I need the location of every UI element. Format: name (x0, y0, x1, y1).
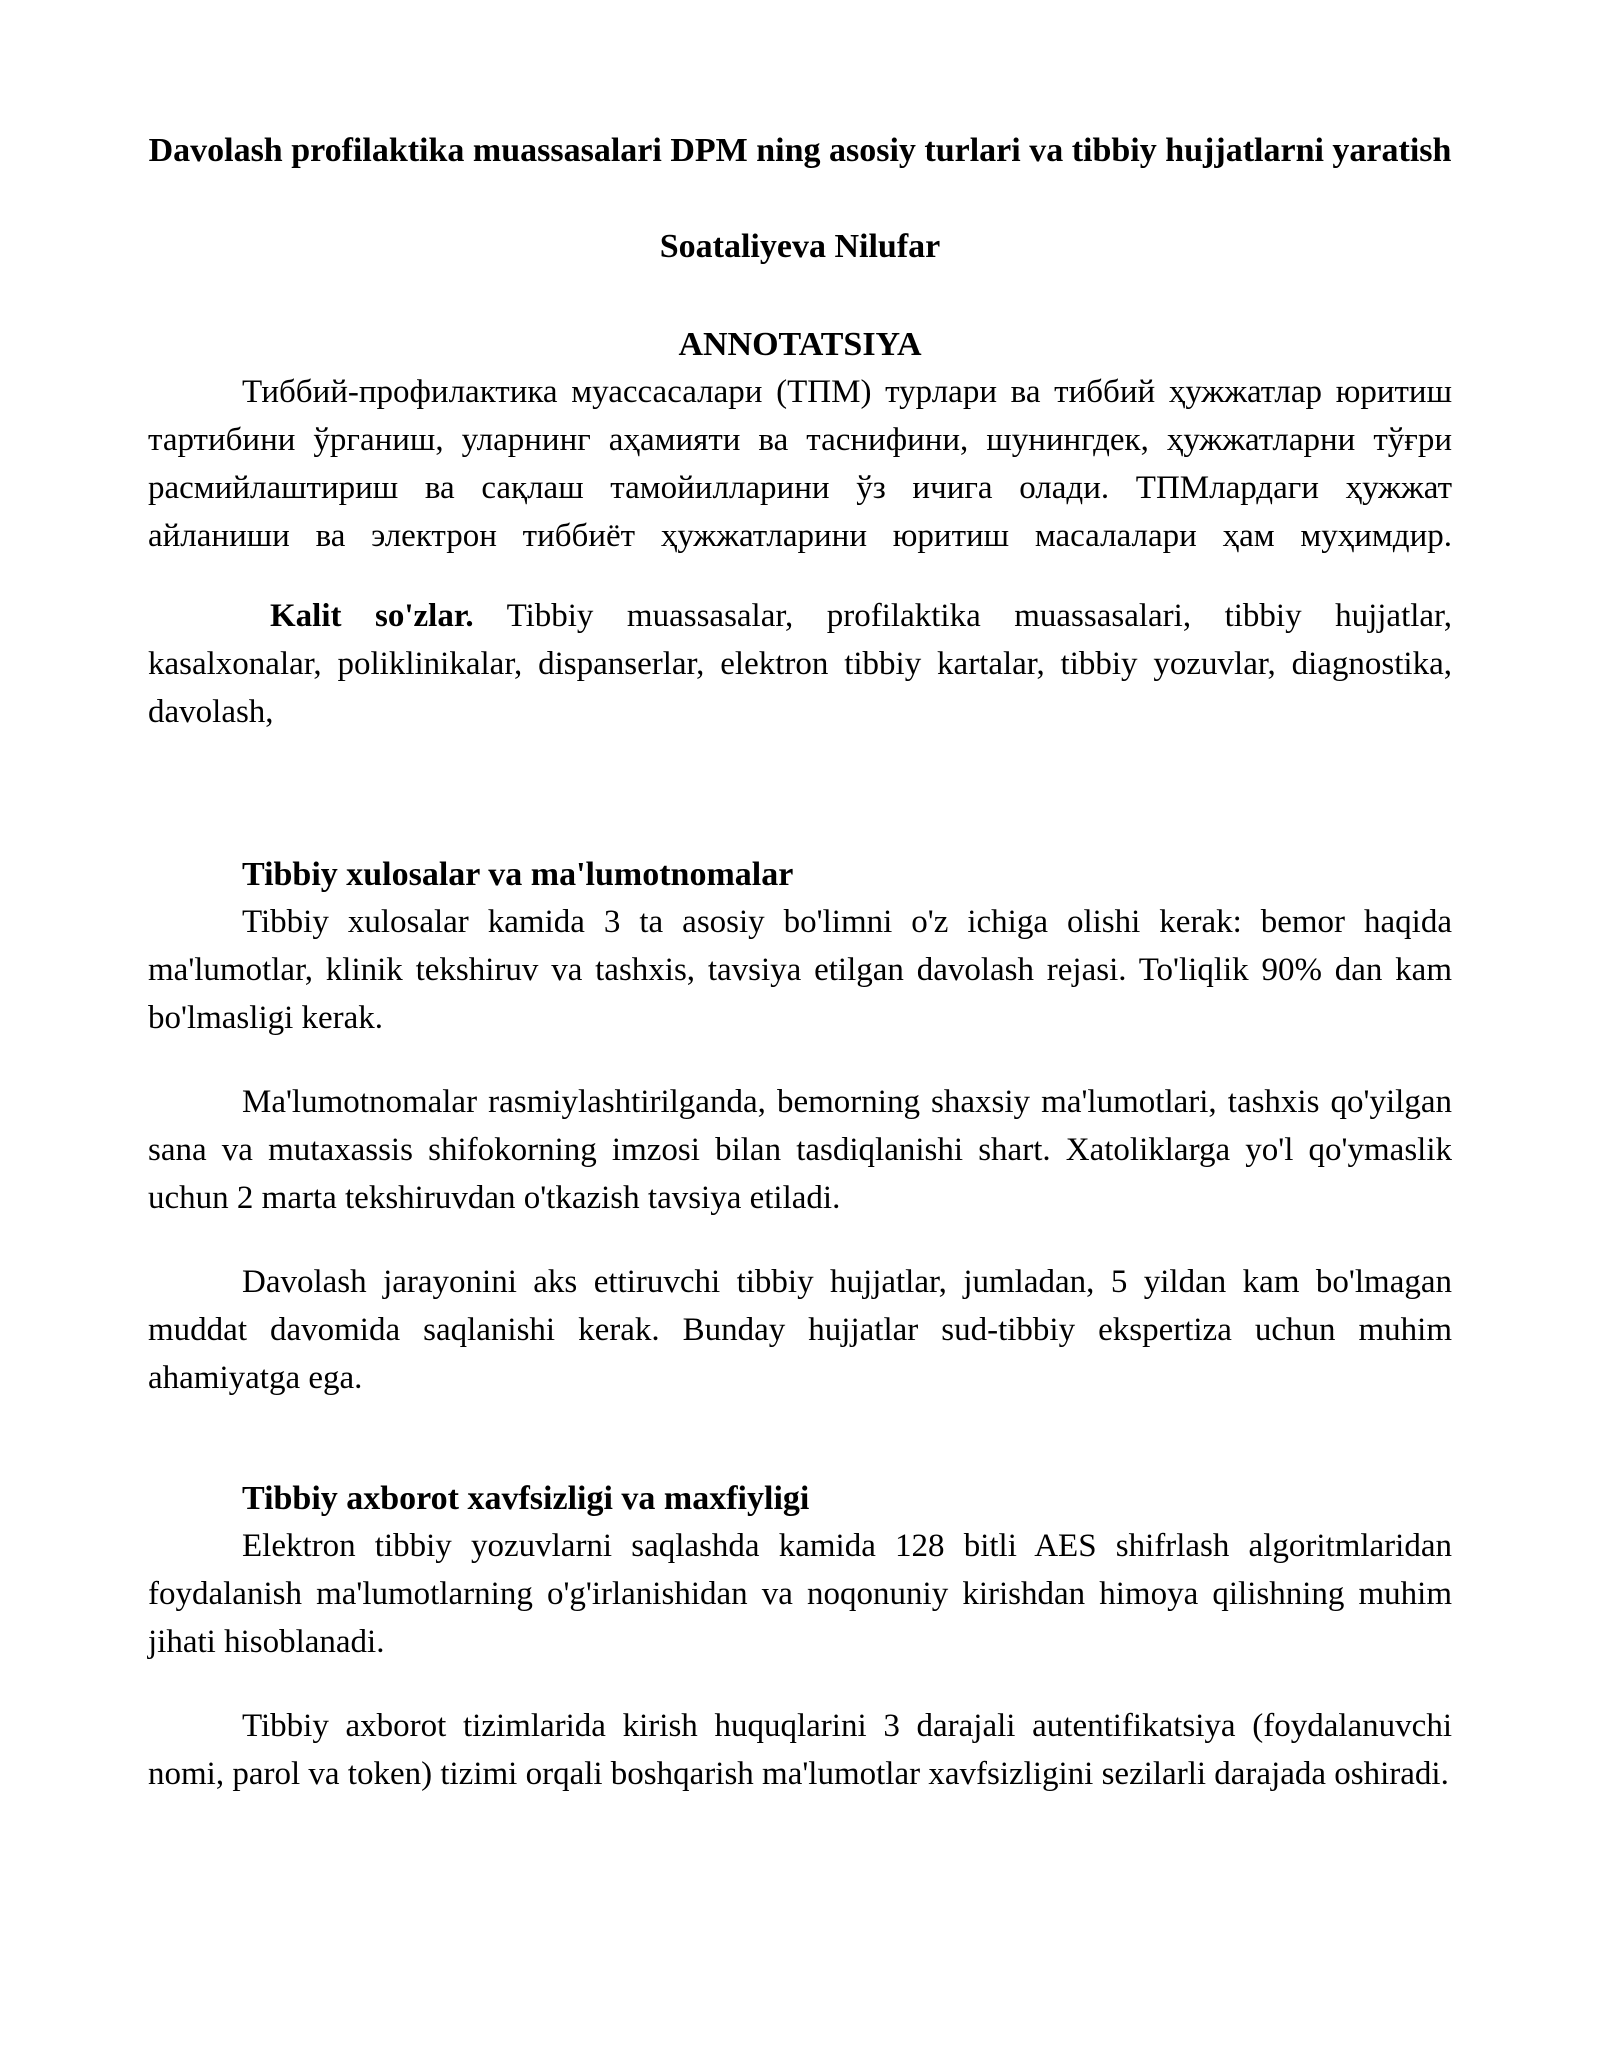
section-heading-medical-reports: Tibbiy xulosalar va ma'lumotnomalar (242, 856, 794, 893)
document-title: Davolash profilaktika muassasalari DPM ning asosiy turlari va tibbiy hujjatlarni yaratish (148, 132, 1452, 169)
document-page (148, 128, 1452, 1798)
author-name: Soataliyeva Nilufar (659, 228, 941, 265)
section-1-paragraph-2: Ma'lumotnomalar rasmiylashtirilganda, bemorning shaxsiy ma'lumotlari, tashxis qo'yilgan sana va mutaxassis shifokorning imzosi bilan tasdiqlanishi shart. Xatoliklarga yo'l qo'ymaslik uchun 2 marta tekshiruvdan o'tkazish tavsiya etiladi. (148, 1084, 1452, 1216)
section-1-paragraph-3: Davolash jarayonini aks ettiruvchi tibbiy hujjatlar, jumladan, 5 yildan kam bo'lmagan muddat davomida saqlanishi kerak. Bunday hujjatlar sud-tibbiy ekspertiza uchun muhim ahamiyatga ega. (148, 1264, 1452, 1396)
annotation-heading: ANNOTATSIYA (678, 326, 922, 363)
keywords-label: Kalit so'zlar. (270, 598, 474, 634)
section-2-paragraph-1: Elektron tibbiy yozuvlarni saqlashda kamida 128 bitli AES shifrlash algoritmlaridan foydalanish ma'lumotlarning o'g'irlanishidan va noqonuniy kirishdan himoya qilishning muhim jihati hisoblanadi. (148, 1528, 1452, 1660)
section-1-paragraph-1: Tibbiy xulosalar kamida 3 ta asosiy bo'limni o'z ichiga olishi kerak: bemor haqida ma'lumotlar, klinik tekshiruv va tashxis, tavsiya etilgan davolash rejasi. To'liqlik 90% dan kam bo'lmasligi kerak. (148, 904, 1452, 1036)
section-heading-information-security: Tibbiy axborot xavfsizligi va maxfiyligi (242, 1480, 810, 1517)
keywords-text: Tibbiy muassasalar, profilaktika muassasalari, tibbiy hujjatlar, kasalxonalar, poliklinikalar, dispanserlar, elektron tibbiy kartalar, tibbiy yozuvlar, diagnostika, davolash, (148, 598, 1452, 730)
annotation-paragraph: Тиббий-профилактика муассасалари (ТПМ) турлари ва тиббий ҳужжатлар юритиш тартибини ўрганиш, уларнинг аҳамияти ва таснифини, шунингдек, ҳужжатларни тўғри расмийлаштириш ва сақлаш тамойилларини ўз ичига олади. ТПМлардаги ҳужжат айланиши ва электрон тиббиёт ҳужжатларини юритиш масалалари ҳам муҳимдир. (148, 374, 1452, 554)
keywords-paragraph (148, 592, 1452, 736)
section-2-paragraph-2: Tibbiy axborot tizimlarida kirish huquqlarini 3 darajali autentifikatsiya (foydalanuvchi nomi, parol va token) tizimi orqali boshqarish ma'lumotlar xavfsizligini sezilarli darajada oshiradi. (148, 1708, 1452, 1792)
